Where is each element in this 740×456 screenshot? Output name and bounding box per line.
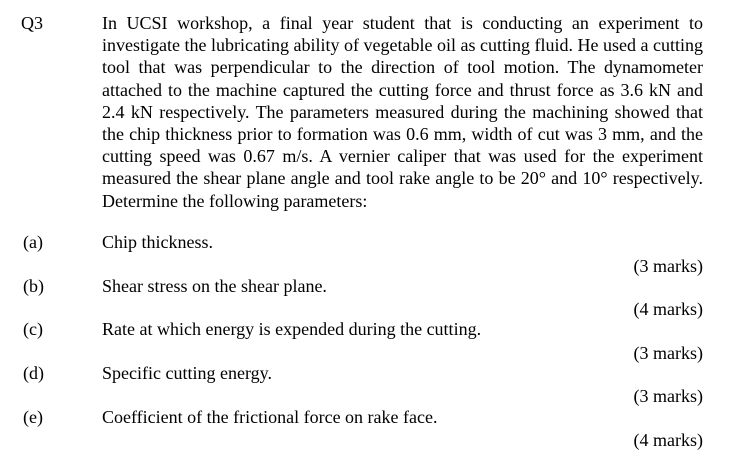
- question-number: Q3: [21, 13, 43, 33]
- part-a-marks: (3 marks): [633, 256, 703, 276]
- part-b-marks: (4 marks): [633, 299, 703, 319]
- part-text: Coefficient of the frictional force on rake face.: [102, 407, 438, 427]
- part-text: Rate at which energy is expended during the cutting.: [102, 319, 482, 339]
- part-d-marks: (3 marks): [633, 386, 703, 406]
- part-label: (d): [23, 363, 44, 383]
- part-a: [0, 231, 740, 255]
- part-label: (e): [23, 407, 43, 427]
- question-stem: In UCSI workshop, a final year student that is conducting an experiment to investigate the lubricating ability of vegetable oil as cutting fluid. He used a cutting tool that was perpendicular to the direction of tool motion. The dynamometer attached to the machine captured the cutting force and thrust force as 3.6 kN and 2.4 kN respectively. The parameters measured during the machining showed that the chip thickness prior to formation was 0.6 mm, width of cut was 3 mm, and the cutting speed was 0.67 m/s. A vernier caliper that was used for the experiment measured the shear plane angle and tool rake angle to be 20° and 10° respectively. Determine the following parameters:: [102, 13, 703, 211]
- part-e-marks: (4 marks): [633, 430, 703, 450]
- part-c: [0, 318, 740, 342]
- part-e: [0, 406, 740, 430]
- part-label: (b): [23, 276, 44, 296]
- part-text: Shear stress on the shear plane.: [102, 276, 327, 296]
- part-b: [0, 275, 740, 299]
- part-d: [0, 362, 740, 386]
- part-text: Chip thickness.: [102, 232, 213, 252]
- part-label: (c): [23, 319, 43, 339]
- part-label: (a): [23, 232, 43, 252]
- part-c-marks: (3 marks): [633, 343, 703, 363]
- part-text: Specific cutting energy.: [102, 363, 272, 383]
